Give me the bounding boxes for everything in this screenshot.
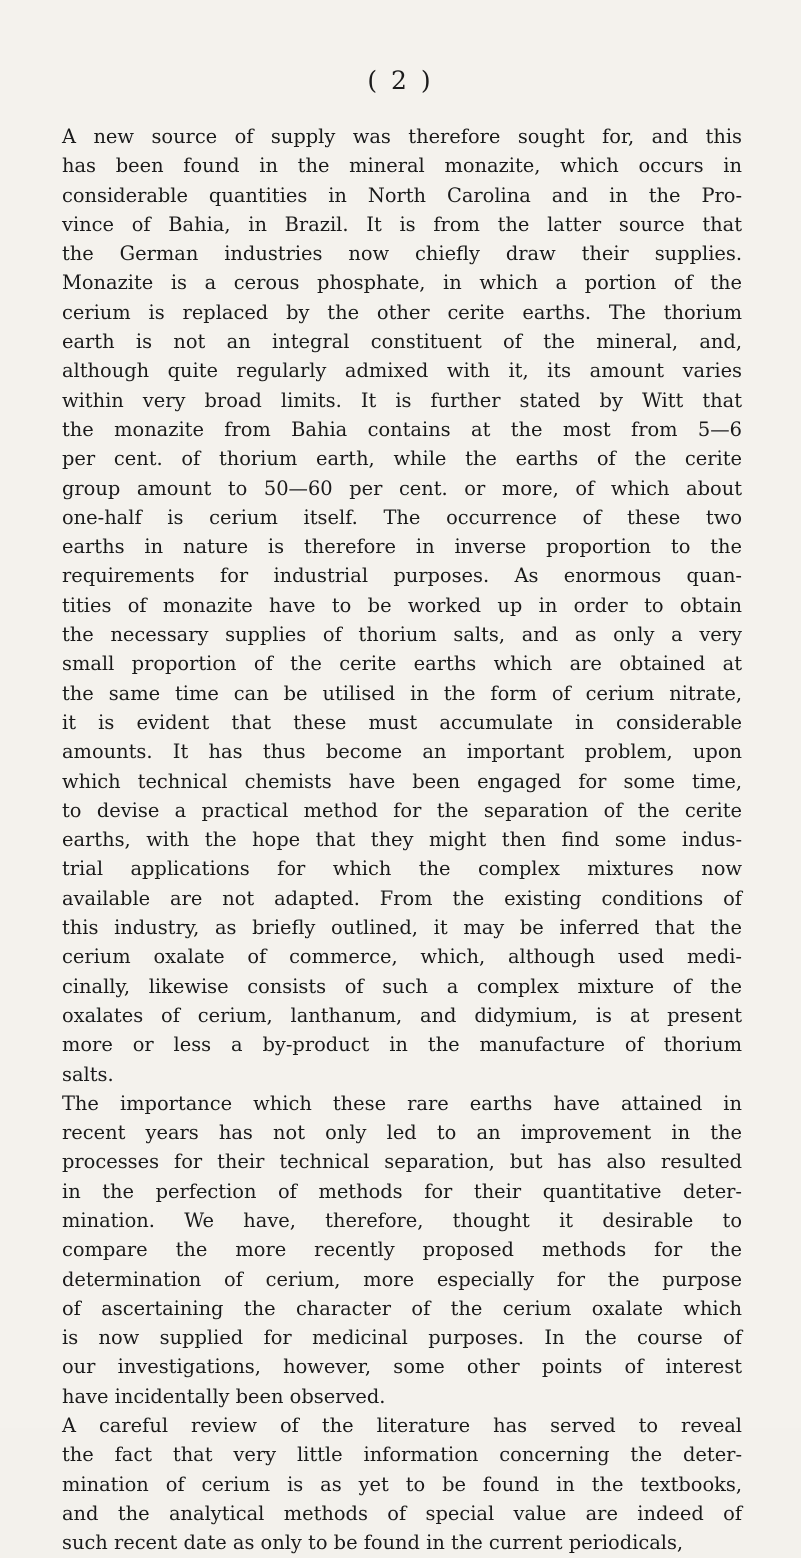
text-line: processes for their technical separation, but has also resulted [62,1150,742,1174]
text-line: cerium is replaced by the other cerite earths. The thorium [62,300,742,324]
text-line: and the analytical methods of special value are indeed of [62,1501,742,1525]
text-line: compare the more recently proposed methods for the [62,1238,742,1262]
text-line: earths, with the hope that they might then find some indus- [62,828,742,852]
text-line: recent years has not only led to an improvement in the [62,1121,742,1145]
text-line: has been found in the mineral monazite, which occurs in [62,154,742,178]
text-line: available are not adapted. From the existing conditions of [62,886,742,910]
text-line: the monazite from Bahia contains at the most from 5—6 [62,417,742,441]
page-number: ( 2 ) [367,66,434,95]
text-line: considerable quantities in North Carolina and in the Pro- [62,183,742,207]
text-line: tities of monazite have to be worked up in order to obtain [62,593,742,617]
body-text [62,122,742,1558]
text-line: cinally, likewise consists of such a complex mixture of the [62,974,742,998]
text-line: which technical chemists have been engaged for some time, [62,769,742,793]
text-line: earths in nature is therefore in inverse proportion to the [62,535,742,559]
text-line: requirements for industrial purposes. As enormous quan- [62,564,742,588]
text-line: group amount to 50—60 per cent. or more, of which about [62,476,742,500]
paragraph-review [62,1411,742,1557]
text-line: cerium oxalate of commerce, which, although used medi- [62,945,742,969]
text-line: small proportion of the cerite earths which are obtained at [62,652,742,676]
text-line: salts. [62,1062,114,1086]
text-line: mination of cerium is as yet to be found in the textbooks, [62,1472,742,1496]
text-line: of ascertaining the character of the cerium oxalate which [62,1296,742,1320]
text-line: amounts. It has thus become an important problem, upon [62,740,742,764]
text-line: this industry, as briefly outlined, it may be inferred that the [62,916,742,940]
text-line: earth is not an integral constituent of the mineral, and, [62,330,742,354]
text-line: A careful review of the literature has served to reveal [62,1414,742,1438]
text-line: per cent. of thorium earth, while the earths of the cerite [62,447,742,471]
text-line: within very broad limits. It is further stated by Witt that [62,388,742,412]
text-line: have incidentally been observed. [62,1384,386,1408]
paragraph-supply [62,122,742,1089]
text-line: Monazite is a cerous phosphate, in which a portion of the [62,271,742,295]
text-line: mination. We have, therefore, thought it desirable to [62,1208,742,1232]
text-line: it is evident that these must accumulate in considerable [62,710,742,734]
text-line: such recent date as only to be found in the current periodicals, [62,1531,684,1555]
text-line: more or less a by-product in the manufacture of thorium [62,1033,742,1057]
text-line: one-half is cerium itself. The occurrence of these two [62,505,742,529]
text-line: A new source of supply was therefore sought for, and this [62,125,742,148]
text-line: in the perfection of methods for their quantitative deter- [62,1179,742,1203]
text-line: to devise a practical method for the separation of the cerite [62,798,742,822]
paragraph-importance [62,1089,742,1411]
text-line: the same time can be utilised in the form of cerium nitrate, [62,681,742,705]
text-line: although quite regularly admixed with it, its amount varies [62,359,742,383]
text-line: trial applications for which the complex mixtures now [62,857,742,881]
text-line: is now supplied for medicinal purposes. In the course of [62,1326,742,1350]
text-line: the German industries now chiefly draw their supplies. [62,242,742,266]
text-line: vince of Bahia, in Brazil. It is from the latter source that [62,212,742,236]
text-line: determination of cerium, more especially for the purpose [62,1267,742,1291]
text-line: The importance which these rare earths have attained in [62,1091,742,1115]
text-line: the necessary supplies of thorium salts, and as only a very [62,623,742,647]
text-line: oxalates of cerium, lanthanum, and didymium, is at present [62,1003,742,1027]
text-line: the fact that very little information concerning the deter- [62,1443,742,1467]
text-line: our investigations, however, some other points of interest [62,1355,742,1379]
